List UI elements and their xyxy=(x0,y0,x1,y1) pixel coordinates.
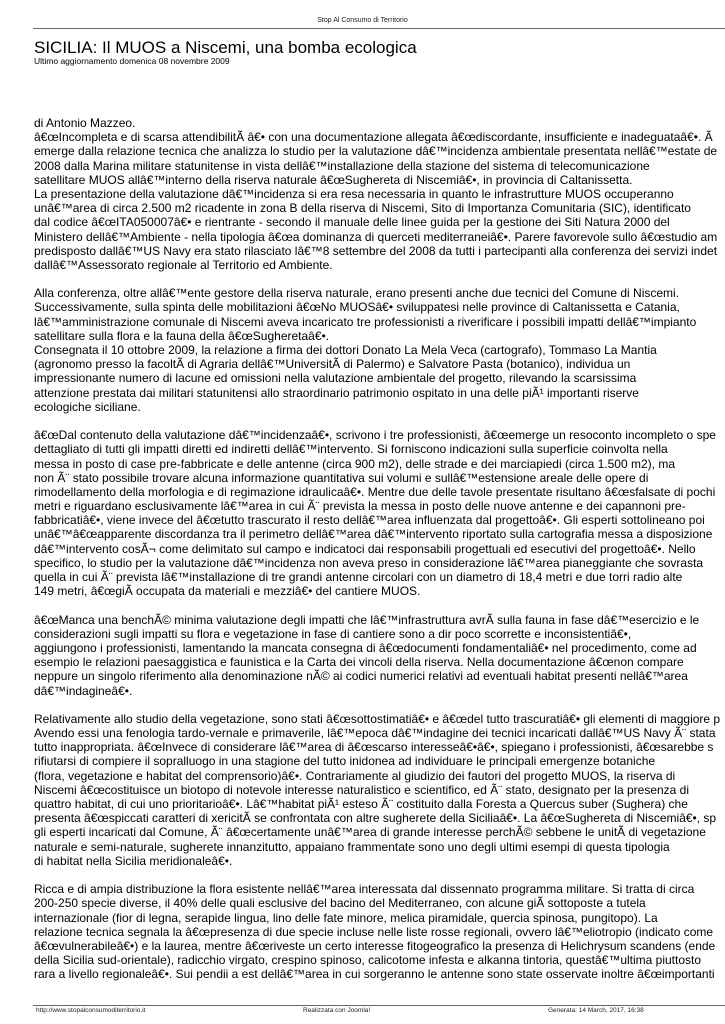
text-line: rimodellamento della morfologia e di regimazione idraulicaâ€•. Mentre due delle tavole presentate risultano â€œsfalsate di pochi xyxy=(34,484,716,499)
text-line: Ministero dellâ€™Ambiente - nella tipologia â€œa dominanza di querceti mediterraneiâ€•. Parere favorevole sullo â€œstudio am xyxy=(34,229,718,244)
text-line: dâ€™indagineâ€•. xyxy=(34,683,133,698)
text-line: Avendo essi una fenologia tardo-vernale e primaverile, lâ€™epoca dâ€™indagine dei tecnici incaricati dallâ€™US Navy Ã¨ stata xyxy=(34,726,716,741)
text-line: non Ã¨ stato possibile trovare alcuna informazione quantitativa sui volumi e sullâ€™estensione areale delle opere di xyxy=(34,470,649,485)
text-line: (flora, vegetazione e habitat del comprensorio)â€•. Contrariamente al giudizio dei fautori del progetto MUOS, la riserva di xyxy=(34,768,676,783)
text-line: Ricca e di ampia distribuzione la flora esistente nellâ€™area interessata dal dissennato programma militare. Si tratta di circa xyxy=(34,882,695,897)
text-line: Successivamente, sulla spinta delle mobilitazioni â€œNo MUOSâ€• sviluppatesi nelle province di Caltanissetta e Catania, xyxy=(34,300,680,315)
article-paragraph xyxy=(34,882,725,981)
paragraph-gap xyxy=(34,868,725,882)
text-line: esempio le relazioni paesaggistica e faunistica e la Carta dei vincoli della riserva. Nella documentazione â€œnon compare xyxy=(34,655,684,670)
paragraph-gap xyxy=(34,598,725,612)
text-line: La presentazione della valutazione dâ€™incidenza si era resa necessaria in quanto le infrastrutture MUOS occuperanno xyxy=(34,186,674,201)
text-line: Niscemi â€œcostituisce un biotopo di notevole interesse naturalistico e scientifico, ed Ã¨ stato, designato per la presenza di xyxy=(34,782,690,797)
paragraph-gap xyxy=(34,272,725,286)
text-line: dettagliato di tutti gli impatti diretti ed indiretti dellâ€™intervento. Si forniscono indicazioni sulla superficie coinvolta nella xyxy=(34,442,668,457)
text-line: dâ€™intervento cosÃ¬ come delimitato sul campo e indicatoci dai responsabili progettuali ed esecutivi del progettoâ€•. Nello xyxy=(34,541,696,556)
footer-powered-by: Realizzata con Joomla! xyxy=(303,1007,371,1014)
text-line: (agronomo presso la facoltÃ di Agraria dellâ€™UniversitÃ di Palermo) e Salvatore Pasta (botanico), individua un xyxy=(34,357,631,372)
text-line: dal codice â€œITA050007â€• e rientrante - secondo il manuale delle linee guida per la gestione dei Siti Natura 2000 del xyxy=(34,215,670,230)
text-line: unâ€™area di circa 2.500 m2 ricadente in zona B della riserva di Niscemi, Sito di Importanza Comunitaria (SIC), identificato xyxy=(34,201,691,216)
text-line: 200-250 specie diverse, il 40% delle quali esclusive del bacino del Mediterraneo, con alcune giÃ sottoposte a tutela xyxy=(34,896,646,911)
text-line: aggiungono i professionisti, lamentando la mancata consegna di â€œdocumenti fondamentaliâ€• nel procedimento, come ad xyxy=(34,640,697,655)
text-line: â€œManca una benchÃ© minima valutazione degli impatti che lâ€™infrastruttura avrÃ sulla fauna in fase dâ€™esercizio e le xyxy=(34,612,700,627)
text-line: â€œvulnerabileâ€•) e la laurea, mentre â€œriveste un certo interesse fitogeografico la presenza di Helichrysum scandens (ende xyxy=(34,938,716,953)
text-line: relazione tecnica segnala la â€œpresenza di due specie incluse nelle liste rosse regionali, ovvero lâ€™eliotropio (indicato come xyxy=(34,924,714,939)
text-line: impressionante numero di lacune ed omissioni nella valutazione ambientale del progetto, rilevando la scarsissima xyxy=(34,371,637,386)
paragraph-gap xyxy=(34,414,725,428)
text-line: rara a livello regionaleâ€•. Sui pendii a est dellâ€™area in cui sorgeranno le antenne sono state osservate inoltre â€œimportanti xyxy=(34,967,715,982)
text-line: emerge dalla relazione tecnica che analizza lo studio per la valutazione dâ€™incidenza ambientale presentata nellâ€™estate de xyxy=(34,144,718,159)
text-line: dallâ€™Assessorato regionale al Territorio ed Ambiente. xyxy=(34,257,333,272)
text-line: messa in posto di case pre-fabbricate e delle antenne (circa 900 m2), delle strade e dei marciapiedi (circa 1.500 m2), ma xyxy=(34,456,675,471)
article-paragraph xyxy=(34,116,725,272)
text-line: metri e riguardano esclusivamente lâ€™area in cui Ã¨ prevista la messa in posto delle nuove antenne e dei capannoni pre- xyxy=(34,499,686,514)
page-footer xyxy=(33,1005,725,1018)
header-divider xyxy=(33,28,725,29)
footer-url[interactable]: http://www.stopalconsumoditerritorio.it xyxy=(36,1007,146,1014)
text-line: della Sicilia sud-orientale), radicchio virgato, crespino spinoso, calicotome infesta e alkanna tintoria, questâ€™ultima piuttosto xyxy=(34,953,702,968)
article-body xyxy=(34,116,725,981)
article-paragraph xyxy=(34,286,725,414)
text-line: predisposto dallâ€™US Navy era stato rilasciato lâ€™8 settembre del 2008 da tutti i partecipanti alla conferenza dei servizi indet xyxy=(34,243,718,258)
text-line: â€œIncompleta e di scarsa attendibilitÃ â€• con una documentazione allegata â€œdiscordante, insufficiente e inadeguataâ€•. Ã xyxy=(34,130,713,145)
footer-generated-date: Generata: 14 March, 2017, 16:38 xyxy=(548,1007,644,1014)
text-line: naturale e semi-naturale, sugherete innanzitutto, appaiano frammentate sono uno degli ultimi esempi di questa tipologia xyxy=(34,839,670,854)
text-line: satellitare sulla flora e la fauna della â€œSugheretaâ€•. xyxy=(34,328,330,343)
text-line: Alla conferenza, oltre allâ€™ente gestore della riserva naturale, erano presenti anche due tecnici del Comune di Niscemi. xyxy=(34,286,680,301)
text-line: Relativamente allo studio della vegetazione, sono stati â€œsottostimatiâ€• e â€œdel tutto trascuratiâ€• gli elementi di maggiore p xyxy=(34,711,721,726)
text-line: attenzione prestata dai militari statunitensi allo straordinario patrimonio ospitato in una delle piÃ¹ importanti riserve xyxy=(34,385,639,400)
text-line: specifico, lo studio per la valutazione dâ€™incidenza non aveva preso in considerazione lâ€™area pianeggiante che sovrasta xyxy=(34,555,704,570)
text-line: di habitat nella Sicilia meridionaleâ€•. xyxy=(34,853,233,868)
text-line: 149 metri, â€œgiÃ occupata da materiali e mezziâ€• del cantiere MUOS. xyxy=(34,584,421,599)
text-line: rifiutarsi di compiere il sopralluogo in una stagione del tutto inidonea ad individuare le principali emergenze botaniche xyxy=(34,754,656,769)
text-line: lâ€™amministrazione comunale di Niscemi aveva incaricato tre professionisti a riverificare i possibili impatti dellâ€™impianto xyxy=(34,314,697,329)
article-title: SICILIA: Il MUOS a Niscemi, una bomba ecologica xyxy=(34,38,417,57)
site-header: Stop Al Consumo di Territorio xyxy=(317,17,408,24)
text-line: internazionale (fior di legna, serapide lingua, lino delle fate minore, melica piramidale, quercia spinosa, pungitopo). La xyxy=(34,910,658,925)
last-updated: Ultimo aggiornamento domenica 08 novembre 2009 xyxy=(34,56,230,66)
text-line: satellitare MUOS allâ€™interno della riserva naturale â€œSughereta di Niscemiâ€•, in provincia di Caltanissetta. xyxy=(34,172,633,187)
text-line: fabbricatiâ€•, viene invece del â€œtutto trascurato il resto dellâ€™area influenzata dal progettoâ€•. Gli esperti sottolineano poi xyxy=(34,513,705,528)
article-paragraph xyxy=(34,613,725,698)
article-paragraph xyxy=(34,428,725,598)
text-line: 2008 dalla Marina militare statunitense in vista dellâ€™installazione della stazione del sistema di telecomunicazione xyxy=(34,158,650,173)
text-line: neppure un singolo riferimento alla denominazione nÃ© ai codici numerici relativi ad eventuali habitat presenti nellâ€™area xyxy=(34,669,688,684)
text-line: presenta â€œspiccati caratteri di xericitÃ se confrontata con altre sugherete della Siciliaâ€•. La â€œSughereta di Niscemiâ€•, sp xyxy=(34,811,717,826)
text-line: ecologiche siciliane. xyxy=(34,399,141,414)
text-line: Consegnata il 10 ottobre 2009, la relazione a firma dei dottori Donato La Mela Veca (cartografo), Tommaso La Mantia xyxy=(34,343,657,357)
article-paragraph xyxy=(34,712,725,868)
text-line: unâ€™â€œapparente discordanza tra il perimetro dellâ€™area dâ€™intervento riportato sulla cartografia messa a disposizione xyxy=(34,527,713,542)
text-line: gli esperti incaricati dal Comune, Ã¨ â€œcertamente unâ€™area di grande interesse perchÃ© sebbene le unitÃ di vegetazione xyxy=(34,825,706,840)
text-line: di Antonio Mazzeo. xyxy=(34,116,136,130)
text-line: tutto inappropriata. â€œInvece di considerare lâ€™area di â€œscarso interesseâ€•â€•, spiegano i professionisti, â€œsarebbe s xyxy=(34,740,714,755)
text-line: quattro habitat, di cui uno prioritarioâ€•. Lâ€™habitat piÃ¹ esteso Ã¨ costituito dalla Foresta a Quercus suber (Sughera) che xyxy=(34,797,688,811)
text-line: â€œDal contenuto della valutazione dâ€™incidenzaâ€•, scrivono i tre professionisti, â€œemerge un resoconto incompleto o spe xyxy=(34,428,716,443)
paragraph-gap xyxy=(34,698,725,712)
text-line: considerazioni sugli impatti su flora e vegetazione in fase di cantiere sono a dir poco scorrette e inconsistentiâ€•, xyxy=(34,626,632,641)
text-line: quella in cui Ã¨ prevista lâ€™installazione di tre grandi antenne circolari con un diametro di 18,4 metri e due torri radio alte xyxy=(34,570,683,584)
